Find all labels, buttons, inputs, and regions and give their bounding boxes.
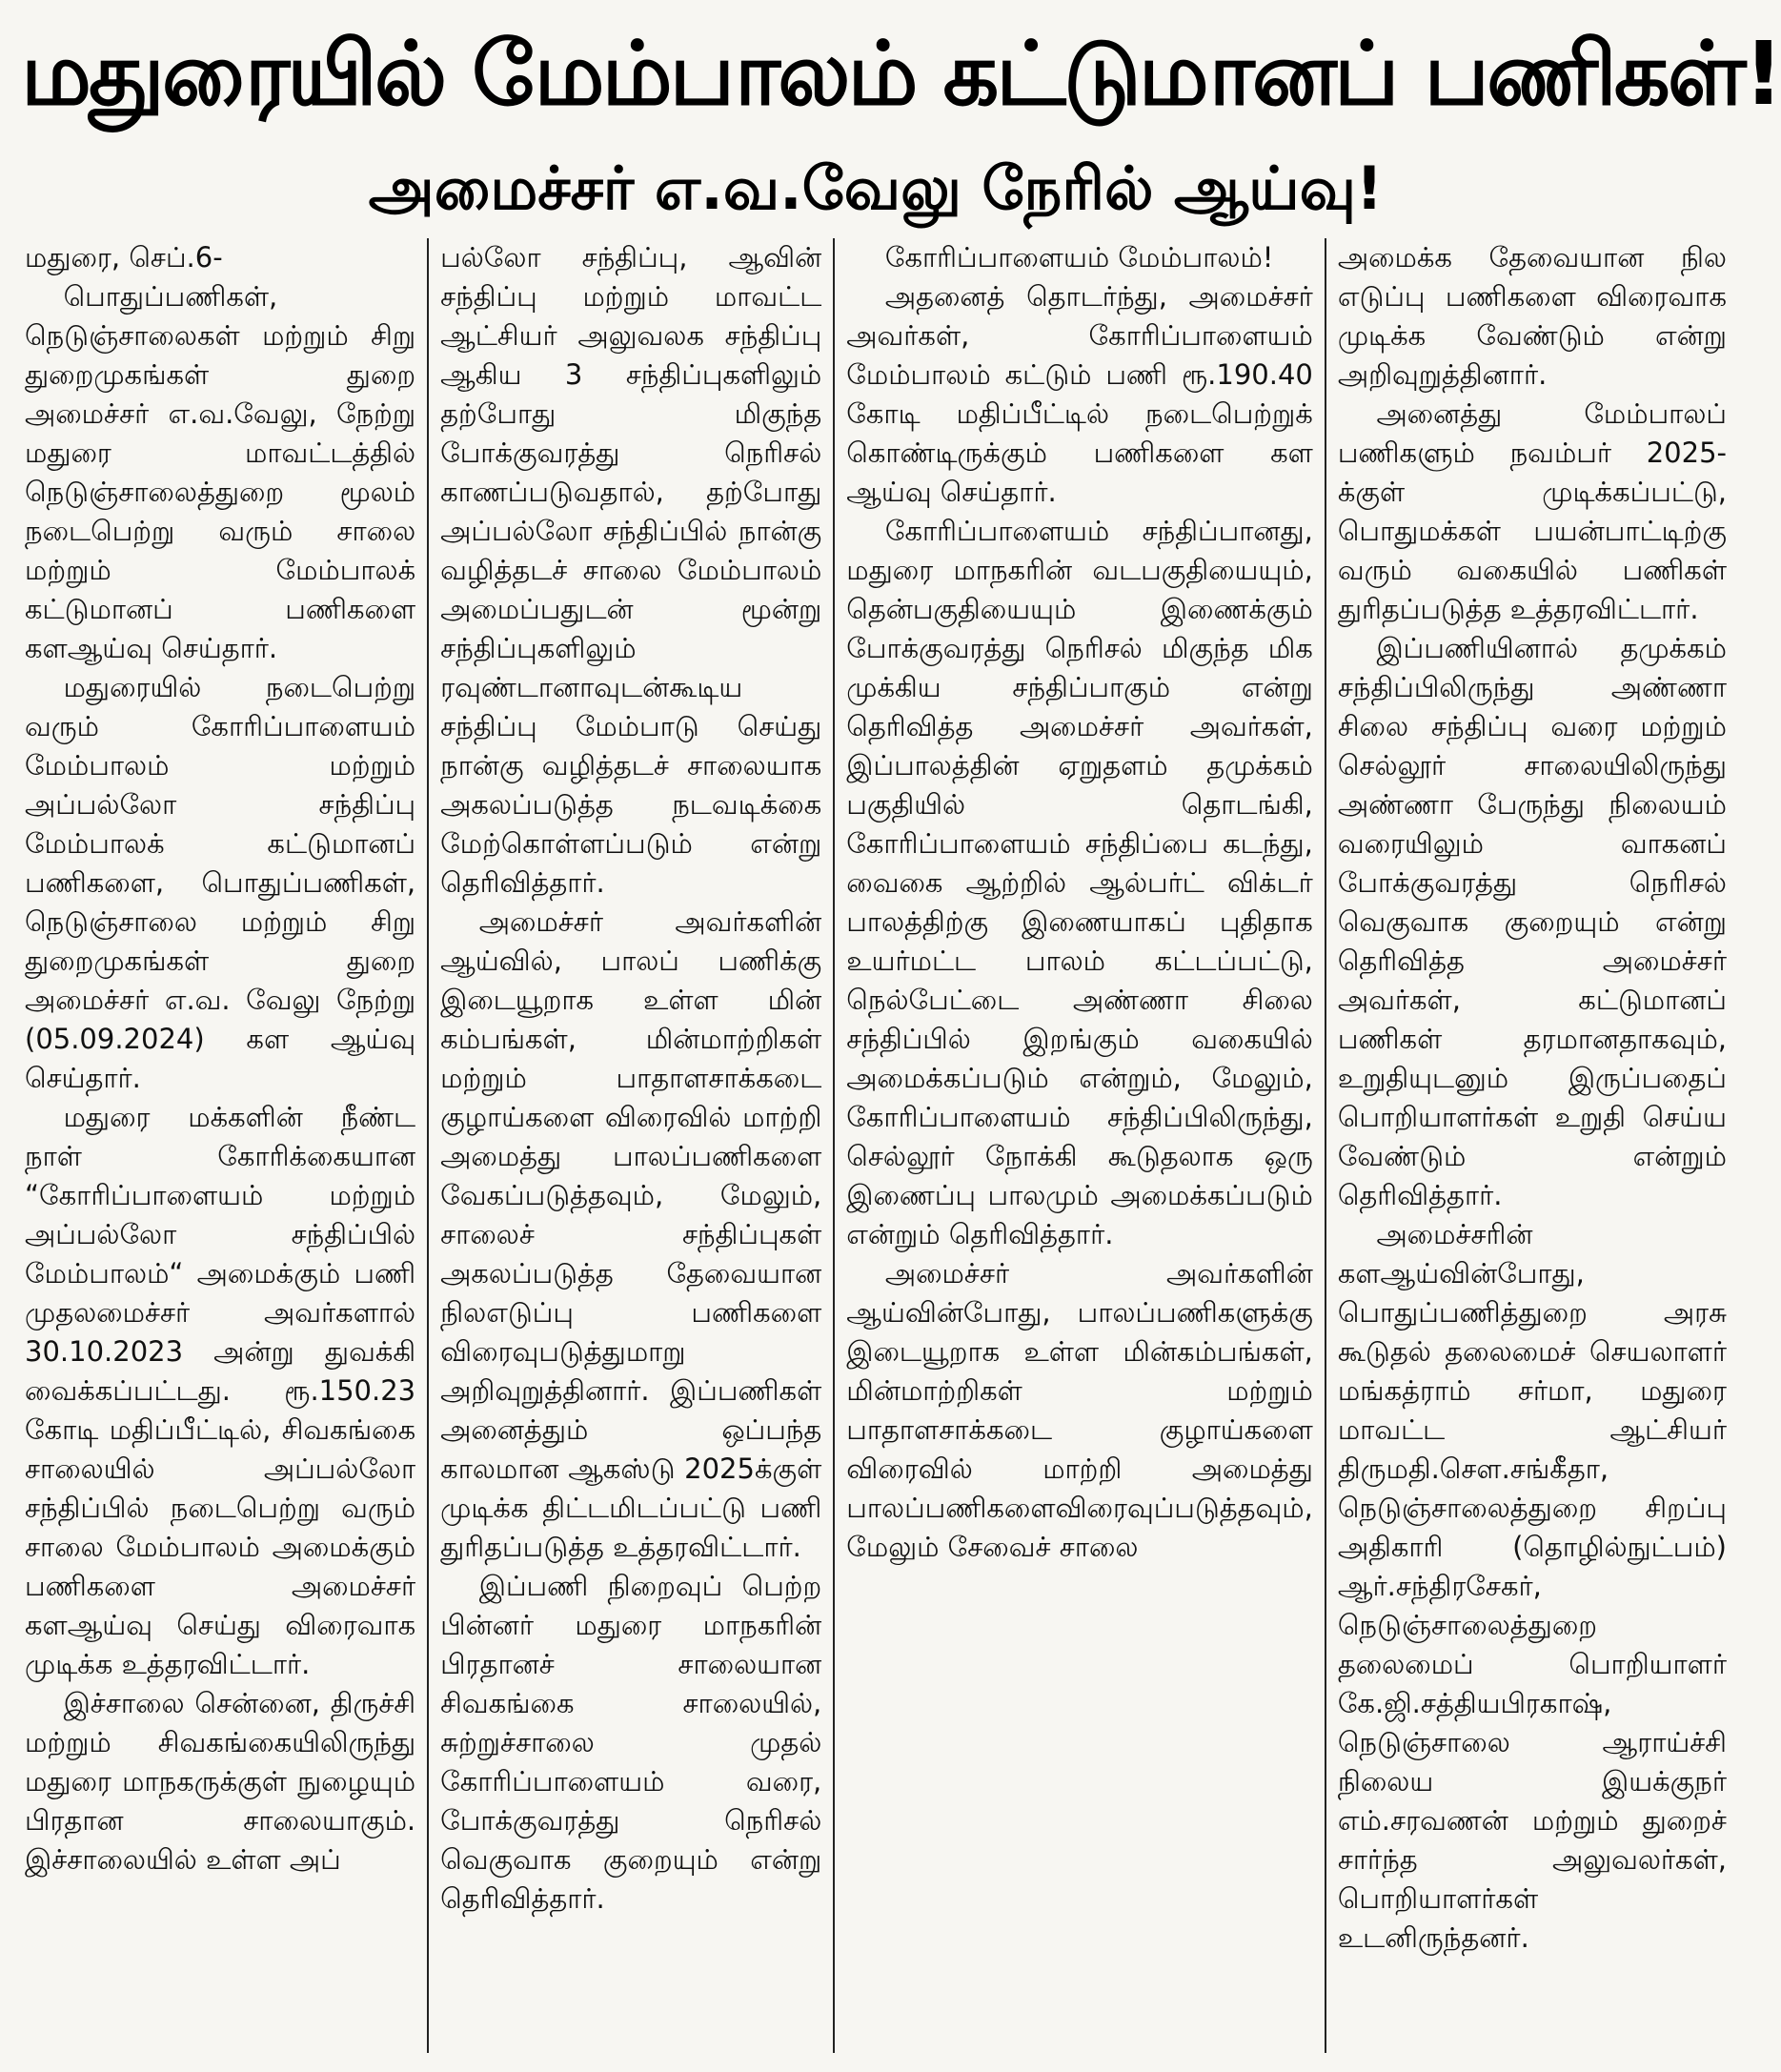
paragraph: அமைச்சர் அவர்களின் ஆய்வில், பாலப் பணிக்கு இடையூறாக உள்ள மின் கம்பங்கள், மின்மாற்றிகள் மற்றும் பாதாளசாக்கடை குழாய்களை விரைவில் மாற்றி அமைத்து பாலப்பணிகளை வேகப்படுத்தவும், மேலும், சாலைச் சந்திப்புகள் அகலப்படுத்த தேவையான நிலஎடுப்பு பணிகளை விரைவுபடுத்துமாறு அறிவுறுத்தினார். இப்பணிகள் அனைத்தும் ஒப்பந்த காலமான ஆகஸ்டு 2025க்குள் முடிக்க திட்டமிடப்பட்டு பணி துரிதப்படுத்த உத்தரவிட்டார். <box>440 905 822 1563</box>
paragraph: பொதுப்பணிகள், நெடுஞ்சாலைகள் மற்றும் சிறு துறைமுகங்கள் துறை அமைச்சர் எ.வ.வேலு, நேற்று மதுரை மாவட்டத்தில் நெடுஞ்சாலைத்துறை மூலம் நடைபெற்று வரும் சாலை மற்றும் மேம்பாலக் கட்டுமானப் பணிகளை களஆய்வு செய்தார். <box>25 280 416 664</box>
headline: மதுரையில் மேம்பாலம் கட்டுமானப் பணிகள்! <box>21 23 1781 125</box>
column-2 <box>427 238 833 2053</box>
column-3 <box>833 238 1325 2053</box>
paragraph: அமைச்சரின் களஆய்வின்போது, பொதுப்பணித்துறை அரசு கூடுதல் தலைமைச் செயலாளர் மங்கத்ராம் சர்மா, மதுரை மாவட்ட ஆட்சியர் திருமதி.சௌ.சங்கீதா, நெடுஞ்சாலைத்துறை சிறப்பு அதிகாரி (தொழில்நுட்பம்) ஆர்.சந்திரசேகர், நெடுஞ்சாலைத்துறை தலைமைப் பொறியாளர் கே.ஜி.சத்தியபிரகாஷ், நெடுஞ்சாலை ஆராய்ச்சி நிலைய இயக்குநர் எம்.சரவணன் மற்றும் துறைச் சார்ந்த அலுவலர்கள், பொறியாளர்கள் உடனிருந்தனர். <box>1337 1218 1727 1954</box>
paragraph: அமைச்சர் அவர்களின் ஆய்வின்போது, பாலப்பணிகளுக்கு இடையூறாக உள்ள மின்கம்பங்கள், மின்மாற்றிகள் மற்றும் பாதாளசாக்கடை குழாய்களை விரைவில் மாற்றி அமைத்து பாலப்பணிகளைவிரைவுப்படுத்தவும், மேலும் சேவைச் சாலை <box>846 1257 1313 1563</box>
paragraph: இப்பணியினால் தமுக்கம் சந்திப்பிலிருந்து அண்ணா சிலை சந்திப்பு வரை மற்றும் செல்லூர் சாலையிலிருந்து அண்ணா பேருந்து நிலையம் வரையிலும் வாகனப் போக்குவரத்து நெரிசல் வெகுவாக குறையும் என்று தெரிவித்த அமைச்சர் அவர்கள், கட்டுமானப் பணிகள் தரமானதாகவும், உறுதியுடனும் இருப்பதைப் பொறியாளர்கள் உறுதி செய்ய வேண்டும் என்றும் தெரிவித்தார். <box>1337 632 1727 1211</box>
subheadline: அமைச்சர் எ.வ.வேலு நேரில் ஆய்வு! <box>368 153 1384 223</box>
column-1 <box>21 238 427 2053</box>
paragraph: இச்சாலை சென்னை, திருச்சி மற்றும் சிவகங்கையிலிருந்து மதுரை மாநகருக்குள் நுழையும் பிரதான சாலையாகும். இச்சாலையில் உள்ள அப் <box>25 1687 416 1876</box>
dateline: மதுரை, செப்.6- <box>25 241 223 274</box>
article-columns <box>21 238 1730 2053</box>
section-heading: கோரிப்பாளையம் மேம்பாலம்! <box>884 241 1274 274</box>
column-4 <box>1325 238 1730 2053</box>
paragraph: அனைத்து மேம்பாலப் பணிகளும் நவம்பர் 2025-க்குள் முடிக்கப்பட்டு, பொதுமக்கள் பயன்பாட்டிற்கு வரும் வகையில் பணிகள் துரிதப்படுத்த உத்தரவிட்டார். <box>1337 397 1727 625</box>
paragraph: மதுரையில் நடைபெற்று வரும் கோரிப்பாளையம் மேம்பாலம் மற்றும் அப்பல்லோ சந்திப்பு மேம்பாலக் கட்டுமானப் பணிகளை, பொதுப்பணிகள், நெடுஞ்சாலை மற்றும் சிறு துறைமுகங்கள் துறை அமைச்சர் எ.வ. வேலு நேற்று (05.09.2024) கள ஆய்வு செய்தார். <box>25 671 416 1094</box>
paragraph: கோரிப்பாளையம் சந்திப்பானது, மதுரை மாநகரின் வடபகுதியையும், தென்பகுதியையும் இணைக்கும் போக்குவரத்து நெரிசல் மிகுந்த மிக முக்கிய சந்திப்பாகும் என்று தெரிவித்த அமைச்சர் அவர்கள், இப்பாலத்தின் ஏறுதளம் தமுக்கம் பகுதியில் தொடங்கி, கோரிப்பாளையம் சந்திப்பை கடந்து, வைகை ஆற்றில் ஆல்பர்ட் விக்டர் பாலத்திற்கு இணையாகப் புதிதாக உயர்மட்ட பாலம் கட்டப்பட்டு, நெல்பேட்டை அண்ணா சிலை சந்திப்பில் இறங்கும் வகையில் அமைக்கப்படும் என்றும், மேலும், கோரிப்பாளையம் சந்திப்பிலிருந்து, செல்லூர் நோக்கி கூடுதலாக ஒரு இணைப்பு பாலமும் அமைக்கப்படும் என்றும் தெரிவித்தார். <box>846 515 1313 1250</box>
paragraph: இப்பணி நிறைவுப் பெற்ற பின்னர் மதுரை மாநகரின் பிரதானச் சாலையான சிவகங்கை சாலையில், சுற்றுச்சாலை முதல் கோரிப்பாளையம் வரை, போக்குவரத்து நெரிசல் வெகுவாக குறையும் என்று தெரிவித்தார். <box>440 1570 822 1915</box>
paragraph: பல்லோ சந்திப்பு, ஆவின் சந்திப்பு மற்றும் மாவட்ட ஆட்சியர் அலுவலக சந்திப்பு ஆகிய 3 சந்திப்புகளிலும் தற்போது மிகுந்த போக்குவரத்து நெரிசல் காணப்படுவதால், தற்போது அப்பல்லோ சந்திப்பில் நான்கு வழித்தடச் சாலை மேம்பாலம் அமைப்பதுடன் மூன்று சந்திப்புகளிலும் ரவுண்டானாவுடன்கூடிய சந்திப்பு மேம்பாடு செய்து நான்கு வழித்தடச் சாலையாக அகலப்படுத்த நடவடிக்கை மேற்கொள்ளப்படும் என்று தெரிவித்தார். <box>440 241 822 899</box>
paragraph: அமைக்க தேவையான நில எடுப்பு பணிகளை விரைவாக முடிக்க வேண்டும் என்று அறிவுறுத்தினார். <box>1337 241 1727 391</box>
paragraph: அதனைத் தொடர்ந்து, அமைச்சர் அவர்கள், கோரிப்பாளையம் மேம்பாலம் கட்டும் பணி ரூ.190.40 கோடி மதிப்பீட்டில் நடைபெற்றுக் கொண்டிருக்கும் பணிகளை கள ஆய்வு செய்தார். <box>846 280 1313 508</box>
paragraph: மதுரை மக்களின் நீண்ட நாள் கோரிக்கையான “கோரிப்பாளையம் மற்றும் அப்பல்லோ சந்திப்பில் மேம்பாலம்“ அமைக்கும் பணி முதலமைச்சர் அவர்களால் 30.10.2023 அன்று துவக்கி வைக்கப்பட்டது. ரூ.150.23 கோடி மதிப்பீட்டில், சிவகங்கை சாலையில் அப்பல்லோ சந்திப்பில் நடைபெற்று வரும் சாலை மேம்பாலம் அமைக்கும் பணிகளை அமைச்சர் களஆய்வு செய்து விரைவாக முடிக்க உத்தரவிட்டார். <box>25 1101 416 1680</box>
